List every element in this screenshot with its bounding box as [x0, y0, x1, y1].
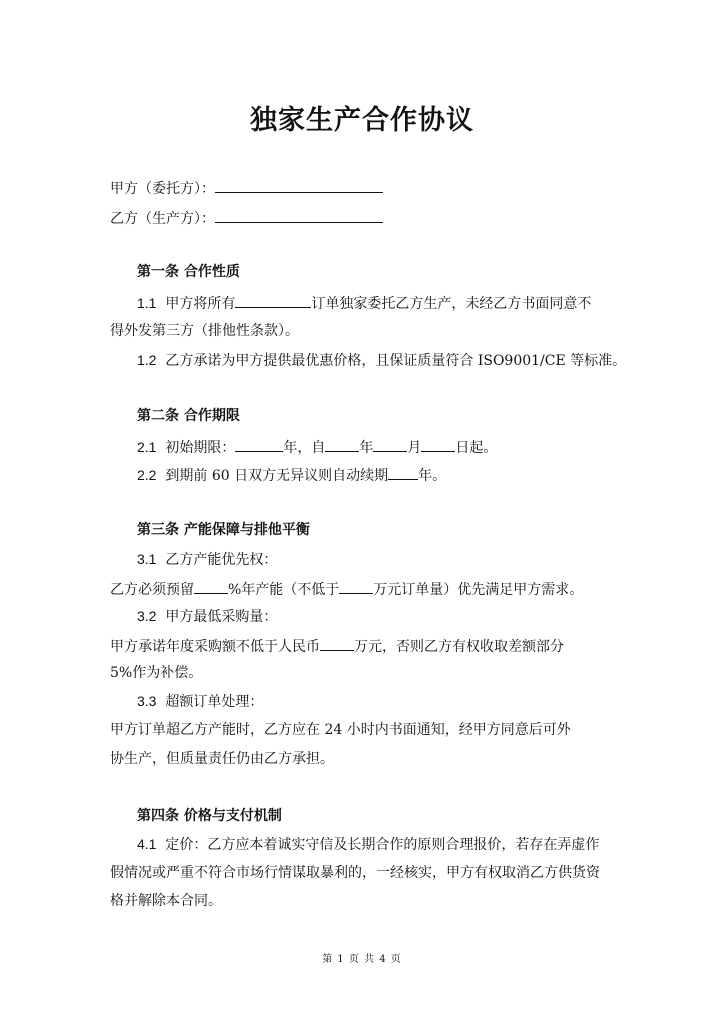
start-year-blank[interactable]	[325, 436, 359, 452]
start-month-blank[interactable]	[373, 436, 407, 452]
clause-text: 年	[359, 440, 374, 456]
clause-1-1-continued: 得外发第三方（排他性条款）。	[110, 323, 299, 339]
clause-1-1	[137, 292, 591, 314]
clause-4-1-continued-2: 格并解除本合同。	[110, 893, 222, 909]
page-footer: 第 1 页 共 4 页	[322, 954, 402, 965]
clause-number: 1.2	[137, 352, 157, 368]
clause-number: 1.1	[137, 295, 157, 311]
clause-text: 甲方将所有	[165, 296, 236, 312]
clause-text: 超额订单处理：	[165, 694, 264, 710]
clause-text: 甲方最低采购量：	[165, 609, 278, 625]
article-3-heading: 第三条 产能保障与排他平衡	[137, 522, 310, 538]
party-a-blank[interactable]	[215, 177, 383, 193]
clause-text: 乙方产能优先权：	[165, 552, 278, 568]
clause-4-1-continued-1: 假情况或严重不符合市场行情谋取暴利的，一经核实，甲方有权取消乙方供货资	[110, 865, 600, 881]
start-day-blank[interactable]	[421, 436, 455, 452]
article-4-heading: 第四条 价格与支付机制	[137, 808, 282, 824]
clause-text: 订单独家委托乙方生产，未经乙方书面同意不	[311, 296, 592, 312]
clause-text: 甲方承诺年度采购额不低于人民币	[110, 639, 320, 655]
party-a-label: 甲方（委托方）：	[110, 181, 215, 197]
renewal-years-blank[interactable]	[388, 464, 418, 480]
clause-3-3-body-1: 甲方订单超乙方产能时，乙方应在 24 小时内书面通知，经甲方同意后可外	[110, 722, 571, 738]
party-b-label: 乙方（生产方）：	[110, 211, 215, 227]
clause-2-1	[137, 436, 497, 458]
clause-text: 乙方承诺为甲方提供最优惠价格，且保证质量符合 ISO9001/CE 等标准。	[165, 353, 627, 369]
clause-text: 年，自	[283, 440, 326, 456]
clause-number: 3.1	[137, 551, 157, 567]
article-1-heading: 第一条 合作性质	[137, 264, 240, 280]
order-scope-blank[interactable]	[235, 292, 311, 308]
clause-number: 2.2	[137, 467, 157, 483]
clause-text: 定价：乙方应本着诚实守信及长期合作的原则合理报价，若存在弄虚作	[165, 837, 600, 853]
clause-text: 万元，否则乙方有权收取差额部分	[354, 639, 564, 655]
clause-text: 乙方必须预留	[110, 582, 194, 598]
clause-1-2	[137, 350, 626, 371]
clause-number: 4.1	[137, 836, 157, 852]
term-years-blank[interactable]	[235, 436, 283, 452]
clause-2-2	[137, 464, 446, 486]
order-amount-blank[interactable]	[339, 578, 373, 594]
minimum-purchase-blank[interactable]	[320, 635, 354, 651]
article-2-heading: 第二条 合作期限	[137, 408, 240, 424]
clause-text: 万元订单量）优先满足甲方需求。	[373, 582, 584, 598]
clause-number: 3.3	[137, 693, 157, 709]
clause-text: 日起。	[455, 440, 498, 456]
document-title: 独家生产合作协议	[250, 105, 474, 136]
clause-3-3-body-2: 协生产，但质量责任仍由乙方承担。	[110, 751, 334, 767]
clause-3-1-body	[110, 578, 583, 600]
clause-text: 月	[407, 440, 422, 456]
clause-3-2-body	[110, 635, 564, 657]
clause-text: 到期前 60 日双方无异议则自动续期	[165, 468, 389, 484]
clause-text: 初始期限：	[165, 440, 236, 456]
clause-number: 3.2	[137, 608, 157, 624]
clause-text: 年。	[418, 468, 447, 484]
clause-3-2-continued: 5%作为补偿。	[110, 665, 203, 681]
clause-4-1	[137, 834, 599, 855]
clause-3-3	[137, 691, 263, 712]
clause-3-2	[137, 606, 277, 627]
clause-3-1	[137, 549, 277, 570]
capacity-percent-blank[interactable]	[194, 578, 228, 594]
party-a-line	[110, 177, 383, 199]
party-b-line	[110, 207, 383, 229]
clause-text: %年产能（不低于	[228, 582, 340, 598]
clause-number: 2.1	[137, 439, 157, 455]
party-b-blank[interactable]	[215, 207, 383, 223]
